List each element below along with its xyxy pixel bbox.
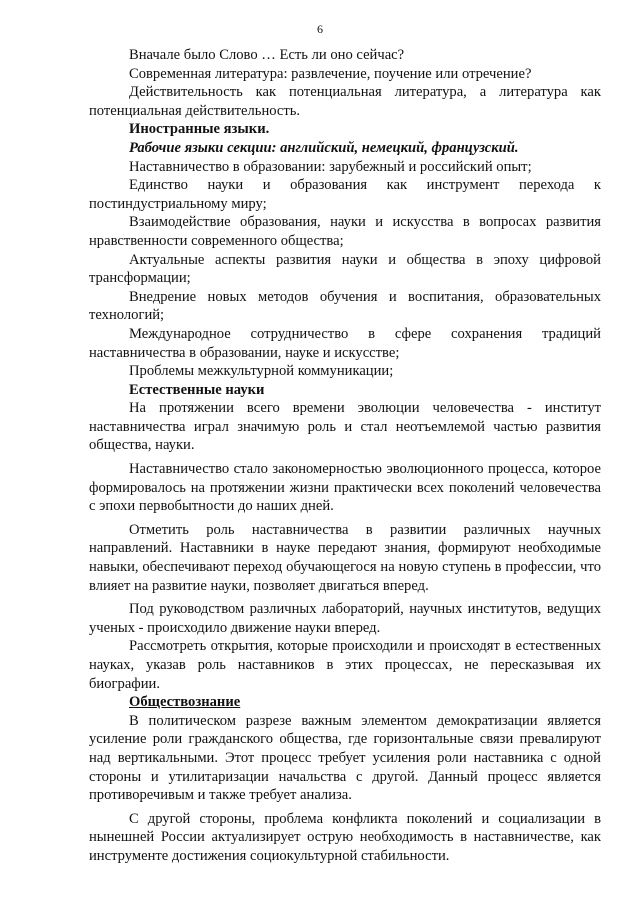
body-paragraph: С другой стороны, проблема конфликта поколений и социализации в нынешней России актуализирует острую необходимость в наставничестве, как инструменте достижения социокультурной стабильности. — [89, 810, 601, 864]
body-paragraph: Наставничество стало закономерностью эволюционного процесса, которое формировалось на протяжении жизни практически всех поколений человечества с эпохи первобытности до наших дней. — [89, 461, 601, 515]
section-heading-natural-sciences: Естественные науки — [129, 381, 265, 398]
topic-line: Актуальные аспекты развития науки и общества в эпоху цифровой трансформации; — [89, 251, 601, 287]
page-content — [89, 46, 601, 866]
working-languages-note: Рабочие языки секции: английский, немецкий, французский. — [129, 139, 519, 156]
topic-line: Современная литература: развлечение, поучение или отречение? — [129, 65, 532, 82]
topic-line: Действительность как потенциальная литература, а литература как потенциальная действительность. — [89, 84, 601, 119]
topic-line: Единство науки и образования как инструмент перехода к постиндустриальному миру; — [89, 177, 601, 212]
section-heading-foreign-languages: Иностранные языки. — [129, 121, 270, 138]
topic-line: Наставничество в образовании: зарубежный и российский опыт; — [129, 158, 532, 175]
section-heading-social-studies-text: Обществознание — [129, 694, 241, 711]
topic-line: Международное сотрудничество в сфере сохранения традиций наставничества в образовании, науке и искусстве; — [89, 325, 601, 361]
body-paragraph: На протяжении всего времени эволюции человечества - институт наставничества играл значимую роль и стал неотъемлемой частью развития общества, науки. — [89, 400, 601, 454]
body-paragraph: Под руководством различных лабораторий, научных институтов, ведущих ученых - происходило движение науки вперед. — [89, 601, 601, 636]
topic-line: Внедрение новых методов обучения и воспитания, образовательных технологий; — [89, 288, 601, 324]
body-paragraph: В политическом разрезе важным элементом демократизации является усиление роли гражданского общества, где горизонтальные связи превалируют над вертикальными. Этот процесс требует усиления роли наставника с одной стороны и утилитаризации начальства с другой. Данный процесс является противоречивым и также требует анализа. — [89, 712, 601, 804]
page-number: 6 — [317, 22, 323, 36]
section-heading-social-studies — [89, 693, 601, 712]
body-paragraph: Рассмотреть открытия, которые происходили и происходят в естественных науках, указав роль наставников в этих процессах, не пересказывая их биографии. — [89, 638, 601, 692]
topic-line: Взаимодействие образования, науки и искусства в вопросах развития нравственности современного общества; — [89, 214, 601, 249]
topic-line: Вначале было Слово … Есть ли оно сейчас? — [129, 47, 405, 63]
topic-line: Проблемы межкультурной коммуникации; — [129, 363, 394, 380]
body-paragraph: Отметить роль наставничества в развитии различных научных направлений. Наставники в науке передают знания, формируют необходимые навыки, обеспечивают переход обучающегося на новую ступень в профессии, что влияет на развитие науки, позволяет двигаться вперед. — [89, 521, 601, 594]
